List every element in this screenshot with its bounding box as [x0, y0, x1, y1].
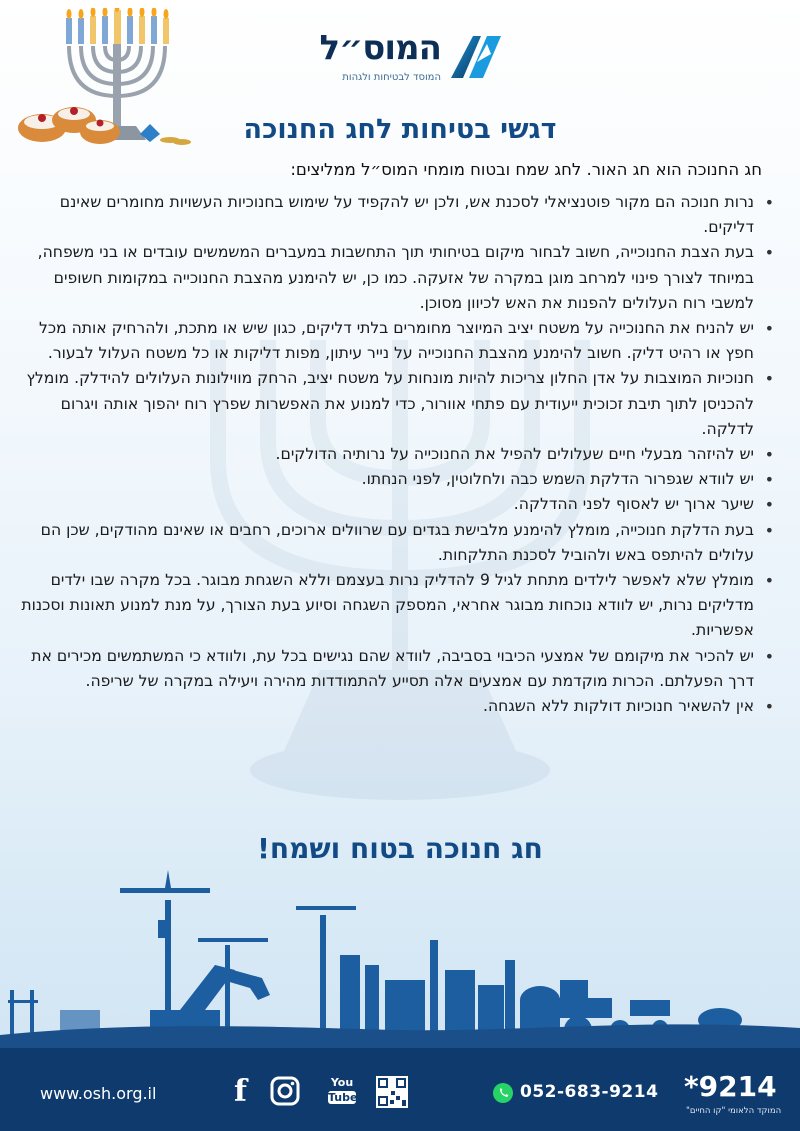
list-item: • בעת הדלקת חנוכייה, מומלץ להימנע מלבישת בגדים עם שרוולים ארוכים, רחבים או שאינם מהודקים, שכן הם עלולים להיתפס באש ולהוביל לסכנת התלקחות.: [20, 518, 774, 568]
hotline-number[interactable]: *9214: [684, 1070, 777, 1103]
instagram-icon[interactable]: [270, 1076, 300, 1106]
youtube-label-bottom: Tube: [328, 1091, 358, 1104]
logo-mark-icon: [447, 28, 505, 86]
list-item: • יש להכיר את מיקומם של אמצעי הכיבוי בסביבה, לוודא שהם נגישים בכל עת, ולוודא כי המשתמשים מכירים את דרך הפעלתם. הכרות מוקדמת עם אמצעים אלה תסייע להתמודדות מהירה ויעילה במקרה של שריפה.: [20, 644, 774, 694]
list-item: • שיער ארוך יש לאסוף לפני ההדלקה.: [20, 492, 774, 517]
industrial-skyline-illustration: [0, 860, 800, 1060]
list-item: • מומלץ שלא לאפשר לילדים מתחת לגיל 9 להדליק נרות בעצמם וללא השגחת מבוגר. בכל מקרה שבו ילדים מדליקים נרות, יש לוודא נוכחות מבוגר אחראי, המספק השגחה וסיוע בעת הצורך, על מנת למנוע תאונות וסכנות אפשריות.: [20, 568, 774, 644]
safety-tips-list: [20, 190, 774, 719]
footer-bar: [0, 1048, 800, 1131]
list-item: • בעת הצבת החנוכייה, חשוב לבחור מיקום בטיחותי תוך התחשבות במעברים המשמשים עובדים או בני משפחה, במיוחד לצורך פינוי למרחב מוגן במקרה של אזעקה. כמו כן, יש להימנע מהצבת החנוכייה במקומות חשופים למשבי רוח העלולים להפנות את האש לכיוון מסוכן.: [20, 240, 774, 316]
closing-greeting: חג חנוכה בטוח ושמח!: [257, 832, 543, 865]
list-item: • חנוכיות המוצבות על אדן החלון צריכות להיות מונחות על משטח יציב, הרחק מווילונות העלולים להידלק. מומלץ להכניסן לתוך תיבת זכוכית ייעודית עם פתחי אוורור, כדי למנוע את האפשרות שפרץ רוח יהפוך אותה ויגרום לדלקה.: [20, 366, 774, 442]
list-item: • יש לוודא שגפרור הדלקת השמש כבה ולחלוטין, לפני הנחתו.: [20, 467, 774, 492]
intro-text: חג החנוכה הוא חג האור. לחג שמח ובטוח מומחי המוס״ל ממליצים:: [290, 160, 762, 179]
hotline-caption: המוקד הלאומי "קו החיים": [686, 1106, 782, 1116]
list-item: • יש להיזהר מבעלי חיים שעלולים להפיל את החנוכייה על נרותיה הדולקים.: [20, 442, 774, 467]
facebook-icon[interactable]: f: [234, 1074, 247, 1109]
logo-wordmark: המוס״ל: [319, 28, 441, 68]
logo-tagline: המוסד לבטיחות ולגהות: [342, 72, 441, 83]
list-item: • יש להניח את החנוכייה על משטח יציב המיוצר מחומרים בלתי דליקים, כגון שיש או מתכת, ולהרחיק אותה מכל חפץ או רהיט דליק. חשוב להימנע מהצבת החנוכייה על נייר עיתון, מפות דליקות או כל משטח העלול לבעור.: [20, 316, 774, 366]
list-item: • נרות חנוכה הם מקור פוטנציאלי לסכנת אש, ולכן יש להקפיד על שימוש בחנוכיות העשויות מחומרים שאינם דליקים.: [20, 190, 774, 240]
youtube-icon[interactable]: [328, 1076, 356, 1108]
qr-code-icon[interactable]: [376, 1076, 408, 1108]
whatsapp-phone-number[interactable]: 052-683-9214: [520, 1082, 659, 1102]
list-item: • אין להשאיר חנוכיות דולקות ללא השגחה.: [20, 694, 774, 719]
osh-logo: [290, 28, 505, 90]
page-title: דגשי בטיחות לחג החנוכה: [243, 114, 557, 145]
whatsapp-icon[interactable]: [492, 1082, 514, 1104]
youtube-label-top: You: [330, 1076, 354, 1089]
website-link[interactable]: www.osh.org.il: [40, 1084, 157, 1103]
